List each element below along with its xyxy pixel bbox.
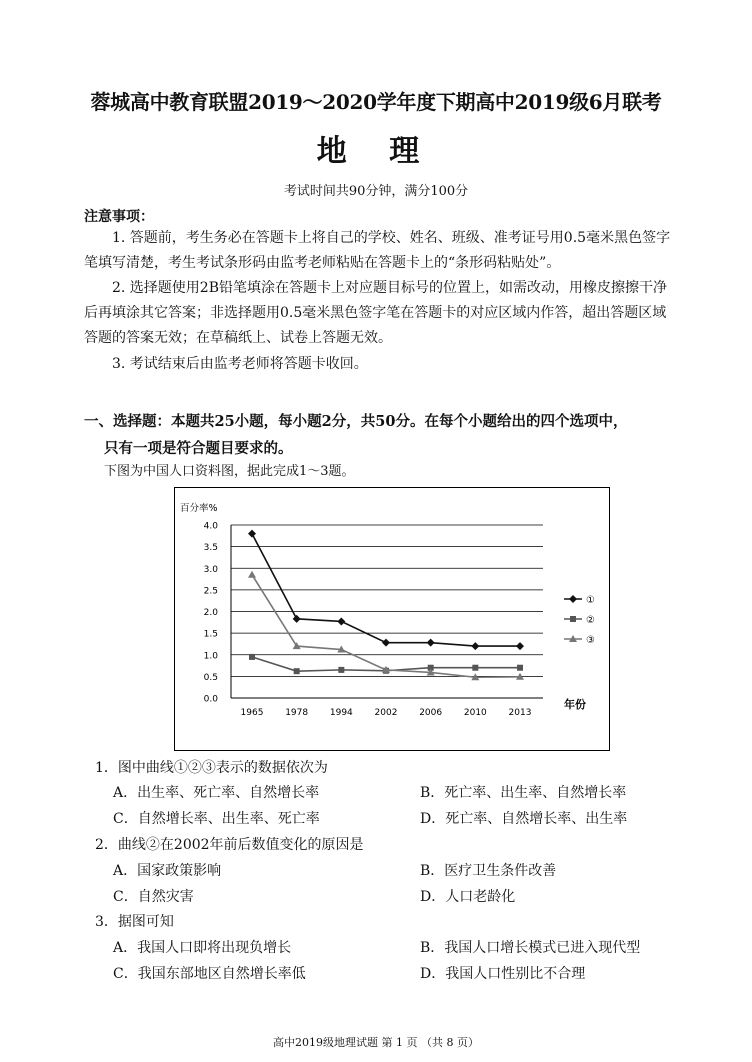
- question-3-option-b[interactable]: B．我国人口增长模式已进入现代型: [420, 940, 641, 956]
- question-3-option-c[interactable]: C．我国东部地区自然增长率低: [113, 966, 306, 982]
- legend-label-3: ③: [586, 635, 595, 646]
- question-2-option-a[interactable]: A．国家政策影响: [113, 863, 222, 879]
- chart-ytick-label: 3.5: [203, 543, 218, 554]
- chart-series-2-point: [338, 667, 344, 673]
- chart-xtick-label: 2006: [419, 708, 443, 718]
- note-item-3-text: 3. 考试结束后由监考老师将答题卡收回。: [112, 356, 368, 372]
- chart-series-1-point: [427, 639, 435, 647]
- chart-ytick-label: 0.5: [203, 672, 218, 683]
- chart-series-1-point: [382, 639, 390, 647]
- exam-info: 考试时间共90分钟，满分100分: [283, 184, 469, 199]
- section-title-line-2: 只有一项是符合题目要求的。: [104, 440, 293, 457]
- chart-ytick-label: 4.0: [203, 521, 218, 532]
- chart-series-2-point: [249, 654, 255, 660]
- chart-series-1-point: [471, 642, 479, 650]
- question-2-option-c[interactable]: C．自然灾害: [113, 889, 194, 905]
- population-chart: [175, 488, 609, 750]
- chart-xtick-label: 2002: [374, 708, 398, 718]
- legend-marker-1: [569, 595, 577, 603]
- legend-label-2: ②: [586, 615, 595, 626]
- question-1-stem: 1．图中曲线①②③表示的数据依次为: [95, 760, 328, 776]
- question-2-stem: 2．曲线②在2002年前后数值变化的原因是: [95, 837, 364, 853]
- legend-marker-2: [570, 616, 576, 622]
- chart-ytick-label: 1.0: [203, 651, 218, 662]
- chart-series-2-point: [294, 668, 300, 674]
- chart-series-1-point: [293, 615, 301, 623]
- chart-ytick-label: 3.0: [203, 564, 218, 575]
- question-2-option-d[interactable]: D．人口老龄化: [420, 889, 516, 905]
- chart-series-1-point: [516, 642, 524, 650]
- question-3-stem: 3．据图可知: [95, 914, 174, 930]
- note-item-2-text: 2. 选择题使用2B铅笔填涂在答题卡上对应题目标号的位置上，如需改动，用橡皮擦擦干净后再填涂其它答案；非选择题用0.5毫米黑色签字笔在答题卡的对应区域内作答，超出答题区域答题的答案无效；在草稿纸上、试卷上答题无效。: [84, 280, 668, 346]
- chart-xtick-label: 2013: [508, 708, 532, 718]
- question-3-option-d[interactable]: D．我国人口性别比不合理: [420, 966, 586, 982]
- chart-series-1-point: [248, 530, 256, 538]
- page-footer: 高中2019级地理试题 第 1 页 （共 8 页）: [273, 1036, 479, 1049]
- legend-label-1: ①: [586, 595, 595, 606]
- chart-xtick-label: 2010: [463, 708, 487, 718]
- question-1-option-d[interactable]: D．死亡率、自然增长率、出生率: [420, 811, 628, 827]
- chart-xtick-label: 1994: [329, 708, 353, 718]
- question-1-option-a[interactable]: A．出生率、死亡率、自然增长率: [113, 785, 320, 801]
- chart-ytick-label: 1.5: [203, 629, 218, 640]
- population-chart-box: [174, 487, 610, 751]
- chart-xtick-label: 1978: [285, 708, 309, 718]
- subject-title: 地 理: [316, 134, 436, 169]
- chart-ytick-label: 2.0: [203, 608, 218, 618]
- chart-xlabel: 年份: [564, 698, 586, 711]
- chart-ylabel: 百分率%: [180, 503, 218, 514]
- question-1-option-b[interactable]: B．死亡率、出生率、自然增长率: [420, 785, 627, 801]
- note-item-2: [84, 276, 676, 351]
- exam-header-title: 蓉城高中教育联盟2019～2020学年度下期高中2019级6月联考: [90, 90, 662, 114]
- section-title-line-1: 一、选择题：本题共25小题，每小题2分，共50分。在每个小题给出的四个选项中，: [84, 413, 628, 430]
- section-title: [84, 408, 684, 462]
- notes-title: 注意事项：: [84, 209, 154, 225]
- chart-xtick-label: 1965: [240, 708, 264, 718]
- chart-ytick-label: 2.5: [203, 586, 218, 597]
- question-2-option-b[interactable]: B．医疗卫生条件改善: [420, 863, 557, 879]
- chart-series-1-point: [337, 617, 345, 625]
- chart-series-2-point: [472, 665, 478, 671]
- chart-series-3-point: [248, 571, 256, 578]
- chart-series-2-point: [517, 665, 523, 671]
- note-item-1: [84, 226, 676, 276]
- question-3-option-a[interactable]: A．我国人口即将出现负增长: [113, 940, 292, 956]
- chart-ytick-label: 0.0: [203, 694, 218, 705]
- question-intro: 下图为中国人口资料图，据此完成1～3题。: [104, 464, 355, 479]
- note-item-3: [84, 352, 676, 377]
- question-1-option-c[interactable]: C．自然增长率、出生率、死亡率: [113, 811, 320, 827]
- note-item-1-text: 1. 答题前，考生务必在答题卡上将自己的学校、姓名、班级、准考证号用0.5毫米黑色签字笔填写清楚，考生考试条形码由监考老师粘贴在答题卡上的“条形码粘贴处”。: [84, 230, 671, 271]
